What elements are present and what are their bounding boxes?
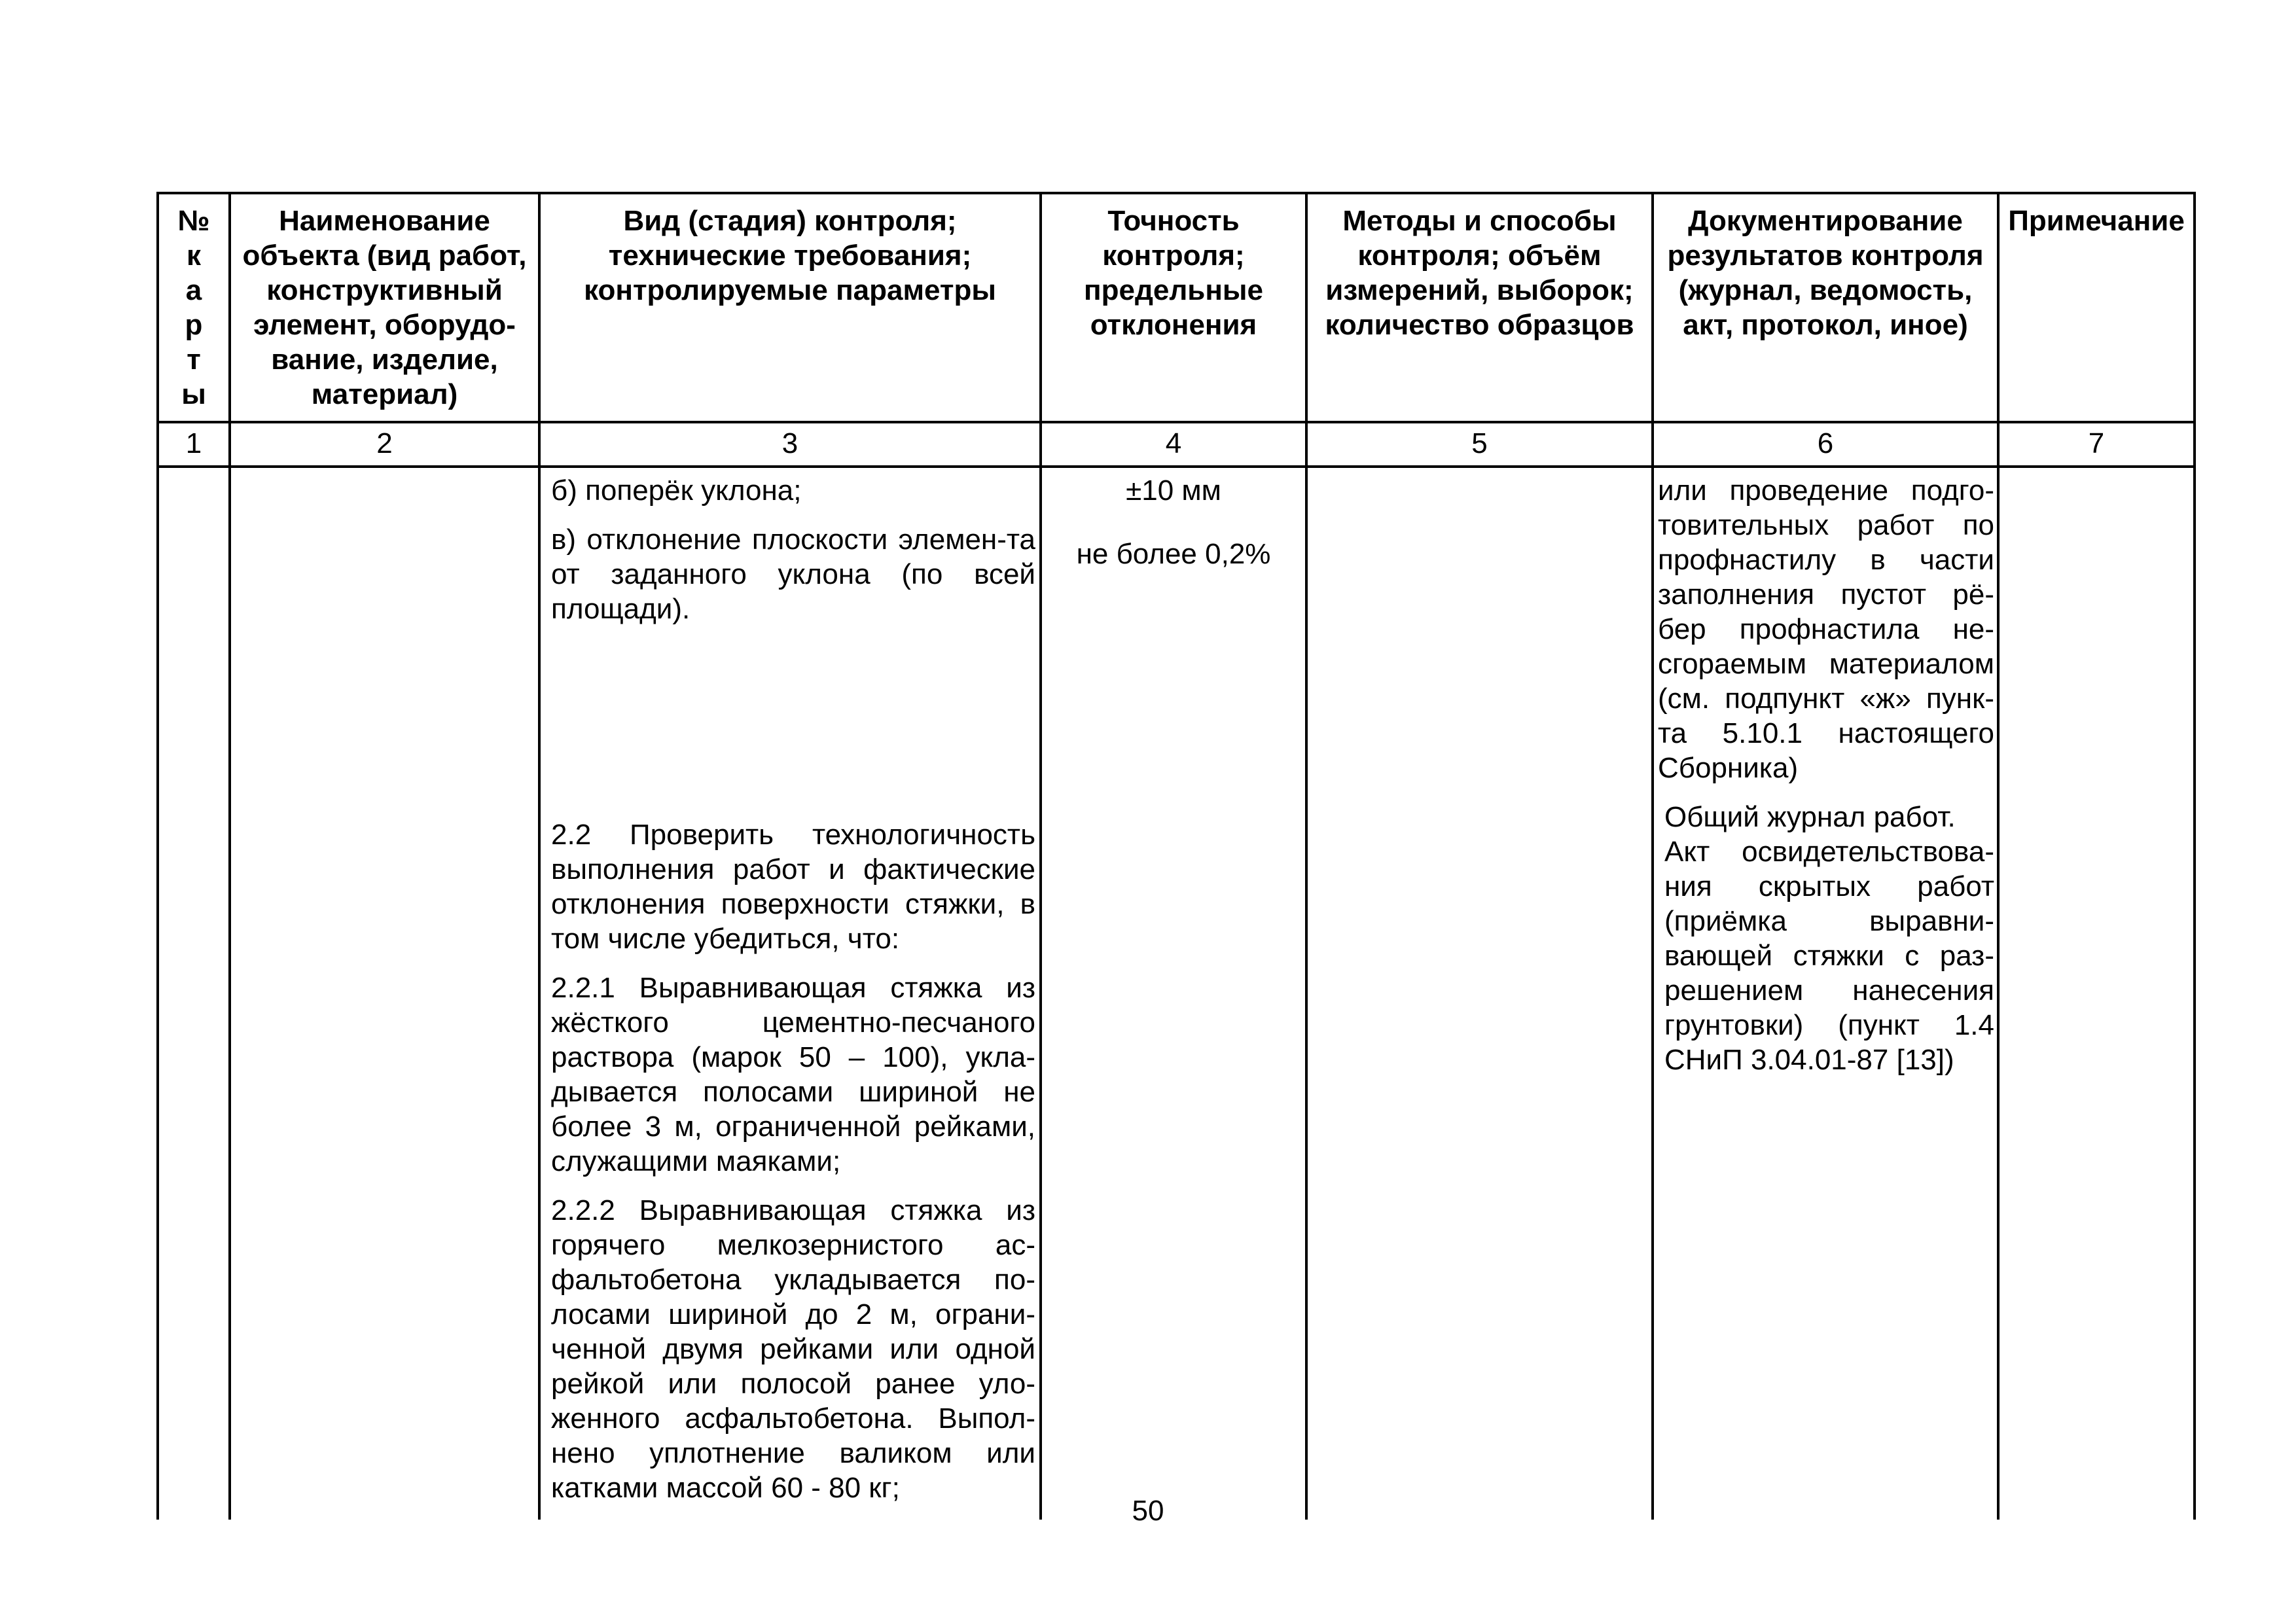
body-cell-object-name (230, 467, 539, 1520)
column-number-7: 7 (1998, 422, 2195, 467)
requirement-across-slope: б) поперёк уклона; (551, 474, 802, 507)
requirement-plane-deviation: в) отклонение плоскости элемен-та от заданного уклона (по всей площади). (551, 524, 1035, 625)
body-cell-accuracy (1041, 467, 1306, 1520)
column-number-6: 6 (1653, 422, 1998, 467)
requirement-cement-screed: 2.2.1 Выравнивающая стяжка из жёсткого цементно-песчаного раствора (марок 50 – 100), укла-дывается полосами шириной не более 3 м, ограниченной рейками, служащими маяками; (551, 972, 1035, 1177)
column-number-3: 3 (539, 422, 1041, 467)
table-header-row (158, 193, 2195, 422)
header-accuracy: Точность контроля; предельные отклонения (1041, 193, 1306, 422)
page-number: 50 (1132, 1495, 1164, 1527)
body-cell-methods (1306, 467, 1653, 1520)
body-cell-documenting (1653, 467, 1998, 1520)
doc-hidden-works-act: Акт освидетельствова-ния скрытых работ (приёмка выравни-вающей стяжки с раз-решением нанесения грунтовки) (пункт 1.4 СНиП 3.04.01-87 [13]) (1664, 836, 1994, 1076)
tolerance-plane-deviation: не более 0,2% (1076, 538, 1271, 570)
requirement-asphalt-screed: 2.2.2 Выравнивающая стяжка из горячего мелкозернистого ас-фальтобетона укладывается по-лосами шириной до 2 м, ограни-ченной двумя рейками или одной рейкой или полосой ранее уло-женного асфальтобетона. Выпол-нено уплотнение валиком или катками массой 60 - 80 кг; (551, 1194, 1035, 1504)
table-body-row (158, 467, 2195, 1520)
doc-general-journal: Общий журнал работ. (1664, 801, 1956, 833)
column-number-2: 2 (230, 422, 539, 467)
body-cell-note (1998, 467, 2195, 1520)
column-number-5: 5 (1306, 422, 1653, 467)
tolerance-across-slope: ±10 мм (1126, 474, 1221, 507)
column-number-row (158, 422, 2195, 467)
header-control-type: Вид (стадия) контроля; технические требования; контролируемые параметры (539, 193, 1041, 422)
doc-profiled-sheet-prep: или проведение подго-товительных работ по профнастилу в части заполнения пустот рё-бер профнастила не-сгораемым материалом (см. подпункт «ж» пунк-та 5.10.1 настоящего Сборника) (1658, 474, 1994, 784)
requirement-check-technology: 2.2 Проверить технологичность выполнения работ и фактические отклонения поверхности стяжки, в том числе убедиться, что: (551, 819, 1035, 955)
header-methods: Методы и способы контроля; объём измерений, выборок; количество образцов (1306, 193, 1653, 422)
column-number-4: 4 (1041, 422, 1306, 467)
header-card-number-letters: № к а р т ы (177, 205, 210, 410)
body-cell-control-requirements (539, 467, 1041, 1520)
header-note: Примечание (1998, 193, 2195, 422)
header-card-number (158, 193, 230, 422)
control-table (156, 192, 2196, 1520)
body-cell-card-number (158, 467, 230, 1520)
header-documenting: Документирование результатов контроля (журнал, ведомость, акт, протокол, иное) (1653, 193, 1998, 422)
column-number-1: 1 (158, 422, 230, 467)
header-object-name: Наименование объекта (вид работ, конструктивный элемент, оборудо-вание, изделие, материал) (230, 193, 539, 422)
